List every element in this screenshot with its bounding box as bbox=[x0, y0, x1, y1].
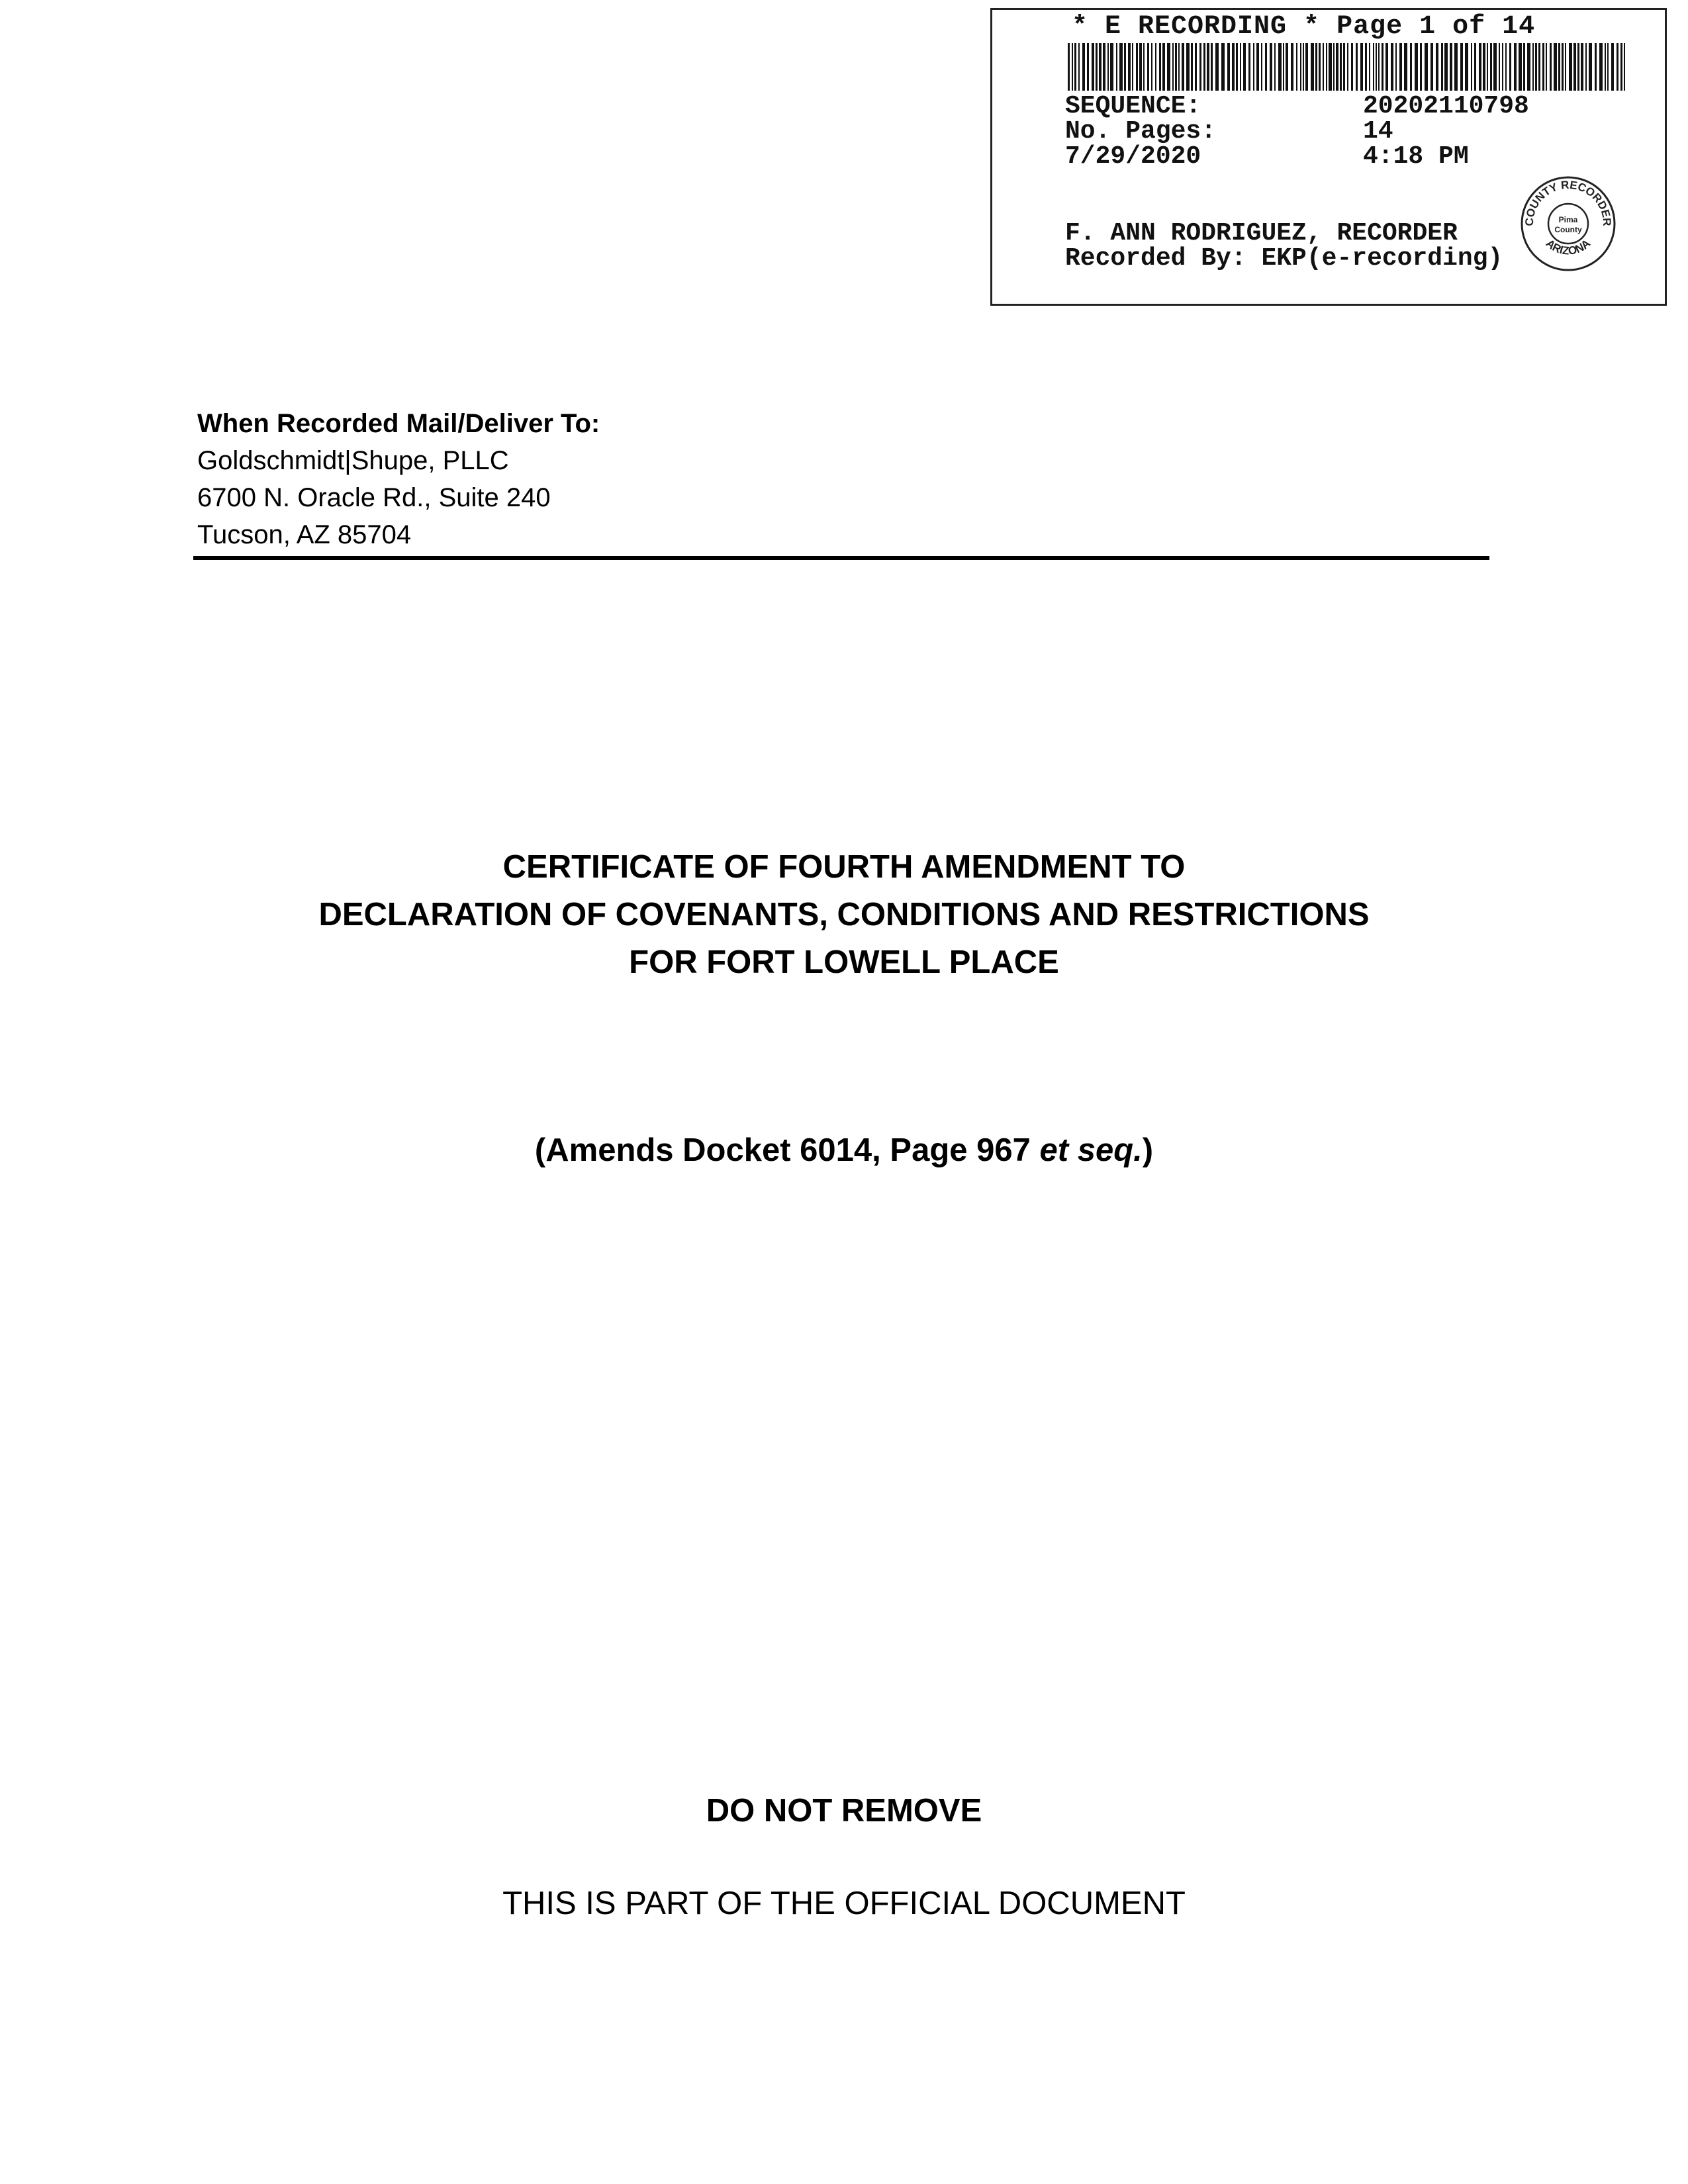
title-line-3: FOR FORT LOWELL PLACE bbox=[629, 944, 1059, 980]
barcode-bar bbox=[1465, 43, 1468, 91]
barcode-bar bbox=[1415, 43, 1418, 91]
barcode-bar bbox=[1296, 43, 1297, 91]
pages-label: No. Pages: bbox=[1065, 117, 1217, 146]
barcode-bar bbox=[1132, 43, 1133, 91]
barcode-bar bbox=[1483, 43, 1485, 91]
stamp-header: * E RECORDING * Page 1 of 14 bbox=[1072, 12, 1536, 42]
barcode-bar bbox=[1311, 43, 1314, 91]
barcode-bar bbox=[1203, 43, 1205, 91]
barcode-bar bbox=[1382, 43, 1383, 91]
barcode-bar bbox=[1256, 43, 1259, 91]
barcode-bar bbox=[1376, 43, 1377, 91]
barcode-bar bbox=[1082, 43, 1085, 91]
barcode-bar bbox=[1599, 43, 1603, 91]
barcode-bar bbox=[1107, 43, 1109, 91]
barcode-bar bbox=[1620, 43, 1622, 91]
barcode-bar bbox=[1300, 43, 1301, 91]
stamp-date-row bbox=[1065, 144, 1469, 170]
barcode-bar bbox=[1471, 43, 1472, 91]
barcode-bar bbox=[1617, 43, 1618, 91]
barcode-bar bbox=[1436, 43, 1438, 91]
barcode-bar bbox=[1369, 43, 1370, 91]
barcode-bar bbox=[1391, 43, 1393, 91]
barcode-bar bbox=[1236, 43, 1238, 91]
barcode-bar bbox=[1178, 43, 1180, 91]
barcode-bar bbox=[1128, 43, 1131, 91]
barcode-bar bbox=[1195, 43, 1197, 91]
barcode-bar bbox=[1441, 43, 1443, 91]
barcode-bar bbox=[1116, 43, 1117, 91]
barcode-bar bbox=[1356, 43, 1358, 91]
barcode-bar bbox=[1573, 43, 1576, 91]
barcode-bar bbox=[1460, 43, 1463, 91]
barcode-bar bbox=[1360, 43, 1363, 91]
barcode-bar bbox=[1227, 43, 1230, 91]
barcode-bar bbox=[1274, 43, 1276, 91]
barcode-bar bbox=[1191, 43, 1193, 91]
barcode-bar bbox=[1096, 43, 1098, 91]
barcode-bar bbox=[1175, 43, 1177, 91]
barcode-bar bbox=[1474, 43, 1476, 91]
barcode-bar bbox=[1305, 43, 1308, 91]
barcode-bar bbox=[1099, 43, 1102, 91]
barcode-bar bbox=[1072, 43, 1073, 91]
horizontal-rule bbox=[193, 556, 1489, 560]
mail-to-block bbox=[197, 405, 600, 553]
barcode-bar bbox=[1542, 43, 1544, 91]
barcode-bar bbox=[1186, 43, 1190, 91]
barcode-bar bbox=[1278, 43, 1282, 91]
barcode-bar bbox=[1319, 43, 1321, 91]
barcode-bar bbox=[1221, 43, 1225, 91]
barcode-bar bbox=[1143, 43, 1145, 91]
barcode-bar bbox=[1119, 43, 1123, 91]
mail-to-city: Tucson, AZ 85704 bbox=[197, 520, 412, 549]
barcode-bar bbox=[1347, 43, 1348, 91]
barcode-bar bbox=[1343, 43, 1345, 91]
barcode-bar bbox=[1565, 43, 1566, 91]
barcode-bar bbox=[1595, 43, 1597, 91]
barcode-bar bbox=[1378, 43, 1380, 91]
barcode-bar bbox=[1444, 43, 1448, 91]
barcode-bar bbox=[1151, 43, 1152, 91]
barcode-bar bbox=[1068, 43, 1070, 91]
title-line-2: DECLARATION OF COVENANTS, CONDITIONS AND RESTRICTIONS bbox=[318, 897, 1370, 933]
barcode-bar bbox=[1490, 43, 1492, 91]
recording-time: 4:18 PM bbox=[1363, 142, 1469, 171]
sequence-value: 20202110798 bbox=[1363, 92, 1529, 120]
barcode-bar bbox=[1430, 43, 1433, 91]
barcode-bar bbox=[1493, 43, 1497, 91]
barcode-bar bbox=[1562, 43, 1564, 91]
barcode-bar bbox=[1532, 43, 1534, 91]
barcode-bar bbox=[1261, 43, 1262, 91]
barcode-bar bbox=[1404, 43, 1407, 91]
barcode-bar bbox=[1425, 43, 1428, 91]
barcode-bar bbox=[1103, 43, 1105, 91]
barcode-bar bbox=[1265, 43, 1267, 91]
mail-to-firm: Goldschmidt|Shupe, PLLC bbox=[197, 446, 509, 475]
amends-italic: et seq. bbox=[1039, 1132, 1143, 1168]
barcode-bar bbox=[1270, 43, 1272, 91]
barcode-bar bbox=[1124, 43, 1126, 91]
svg-text:ARIZONA bbox=[1544, 237, 1593, 257]
barcode-bar bbox=[1454, 43, 1458, 91]
barcode-bar bbox=[1336, 43, 1338, 91]
county-seal-icon bbox=[1519, 174, 1618, 273]
barcode-bar bbox=[1340, 43, 1342, 91]
recording-date: 7/29/2020 bbox=[1065, 142, 1201, 171]
barcode-bar bbox=[1283, 43, 1284, 91]
barcode-bar bbox=[1182, 43, 1184, 91]
barcode-bar bbox=[1373, 43, 1374, 91]
barcode-bar bbox=[1550, 43, 1552, 91]
barcode-bar bbox=[1502, 43, 1503, 91]
barcode-bar bbox=[1585, 43, 1587, 91]
barcode-bar bbox=[1315, 43, 1317, 91]
barcode-bar bbox=[1162, 43, 1165, 91]
barcode-bar bbox=[1509, 43, 1511, 91]
barcode-bar bbox=[1611, 43, 1614, 91]
barcode-bar bbox=[1365, 43, 1367, 91]
barcode-bar bbox=[1523, 43, 1525, 91]
barcode-bar bbox=[1286, 43, 1288, 91]
barcode-bar bbox=[1487, 43, 1488, 91]
mail-to-street: 6700 N. Oracle Rd., Suite 240 bbox=[197, 483, 551, 512]
do-not-remove-notice: DO NOT REMOVE bbox=[706, 1793, 982, 1829]
barcode-bar bbox=[1110, 43, 1113, 91]
seal-bottom-text: ARIZONA bbox=[1543, 236, 1593, 257]
barcode-bar bbox=[1420, 43, 1422, 91]
barcode-bar bbox=[1243, 43, 1246, 91]
barcode-bar bbox=[1139, 43, 1142, 91]
barcode-bar bbox=[1232, 43, 1235, 91]
barcode-bar bbox=[1323, 43, 1324, 91]
barcode-bar bbox=[1326, 43, 1327, 91]
barcode-bar bbox=[1546, 43, 1547, 91]
barcode-bar bbox=[1581, 43, 1583, 91]
barcode-bar bbox=[1078, 43, 1080, 91]
barcode-bar bbox=[1136, 43, 1138, 91]
pages-value: 14 bbox=[1363, 117, 1393, 146]
official-document-notice: THIS IS PART OF THE OFFICIAL DOCUMENT bbox=[502, 1886, 1186, 1921]
seal-center-line2: County bbox=[1554, 225, 1582, 234]
stamp-pages-row bbox=[1065, 118, 1393, 145]
barcode-bar bbox=[1240, 43, 1241, 91]
barcode-bar bbox=[1527, 43, 1530, 91]
barcode-bar bbox=[1087, 43, 1089, 91]
stamp-sequence-row bbox=[1065, 93, 1529, 120]
title-line-1: CERTIFICATE OF FOURTH AMENDMENT TO bbox=[502, 849, 1186, 885]
barcode-bar bbox=[1605, 43, 1606, 91]
barcode-bar bbox=[1624, 43, 1625, 91]
barcode-bar bbox=[1253, 43, 1254, 91]
barcode-bar bbox=[1558, 43, 1560, 91]
barcode-bar bbox=[1577, 43, 1579, 91]
document-title bbox=[0, 843, 1688, 986]
barcode-bar bbox=[1147, 43, 1149, 91]
barcode-bar bbox=[1554, 43, 1557, 91]
barcode-bar bbox=[1167, 43, 1170, 91]
barcode-bar bbox=[1074, 43, 1076, 91]
amends-reference bbox=[0, 1129, 1688, 1171]
barcode-bar bbox=[1395, 43, 1397, 91]
barcode-bar bbox=[1092, 43, 1094, 91]
amends-prefix: (Amends Docket 6014, Page 967 bbox=[534, 1132, 1040, 1168]
barcode-bar bbox=[1514, 43, 1517, 91]
barcode-bar bbox=[1215, 43, 1219, 91]
barcode-bar bbox=[1291, 43, 1293, 91]
barcode-bar bbox=[1172, 43, 1174, 91]
barcode-bar bbox=[1410, 43, 1412, 91]
barcode-bar bbox=[1351, 43, 1353, 91]
barcode-bar bbox=[1248, 43, 1250, 91]
amends-suffix: ) bbox=[1142, 1132, 1154, 1168]
barcode-bar bbox=[1505, 43, 1507, 91]
barcode-bar bbox=[1479, 43, 1481, 91]
barcode-bar bbox=[1211, 43, 1213, 91]
barcode-bar bbox=[1499, 43, 1500, 91]
seal-top-text: COUNTY RECORDER bbox=[1523, 178, 1614, 226]
barcode-bar bbox=[1333, 43, 1335, 91]
barcode-bar bbox=[1538, 43, 1540, 91]
barcode-icon bbox=[1068, 43, 1625, 91]
barcode-bar bbox=[1385, 43, 1388, 91]
barcode-bar bbox=[1303, 43, 1304, 91]
barcode-bar bbox=[1607, 43, 1609, 91]
barcode-bar bbox=[1329, 43, 1332, 91]
barcode-bar bbox=[1207, 43, 1209, 91]
barcode-bar bbox=[1569, 43, 1572, 91]
barcode-bar bbox=[1159, 43, 1161, 91]
mail-to-label: When Recorded Mail/Deliver To: bbox=[197, 409, 600, 438]
recording-stamp bbox=[990, 8, 1667, 306]
recorder-name: F. ANN RODRIGUEZ, RECORDER bbox=[1065, 219, 1458, 248]
barcode-bar bbox=[1399, 43, 1402, 91]
barcode-bar bbox=[1535, 43, 1537, 91]
sequence-label: SEQUENCE: bbox=[1065, 92, 1201, 120]
recorded-by: Recorded By: EKP(e-recording) bbox=[1065, 244, 1503, 273]
barcode-bar bbox=[1589, 43, 1592, 91]
seal-center-line1: Pima bbox=[1558, 215, 1578, 224]
barcode-bar bbox=[1199, 43, 1201, 91]
barcode-bar bbox=[1155, 43, 1156, 91]
barcode-bar bbox=[1519, 43, 1522, 91]
barcode-bar bbox=[1450, 43, 1452, 91]
